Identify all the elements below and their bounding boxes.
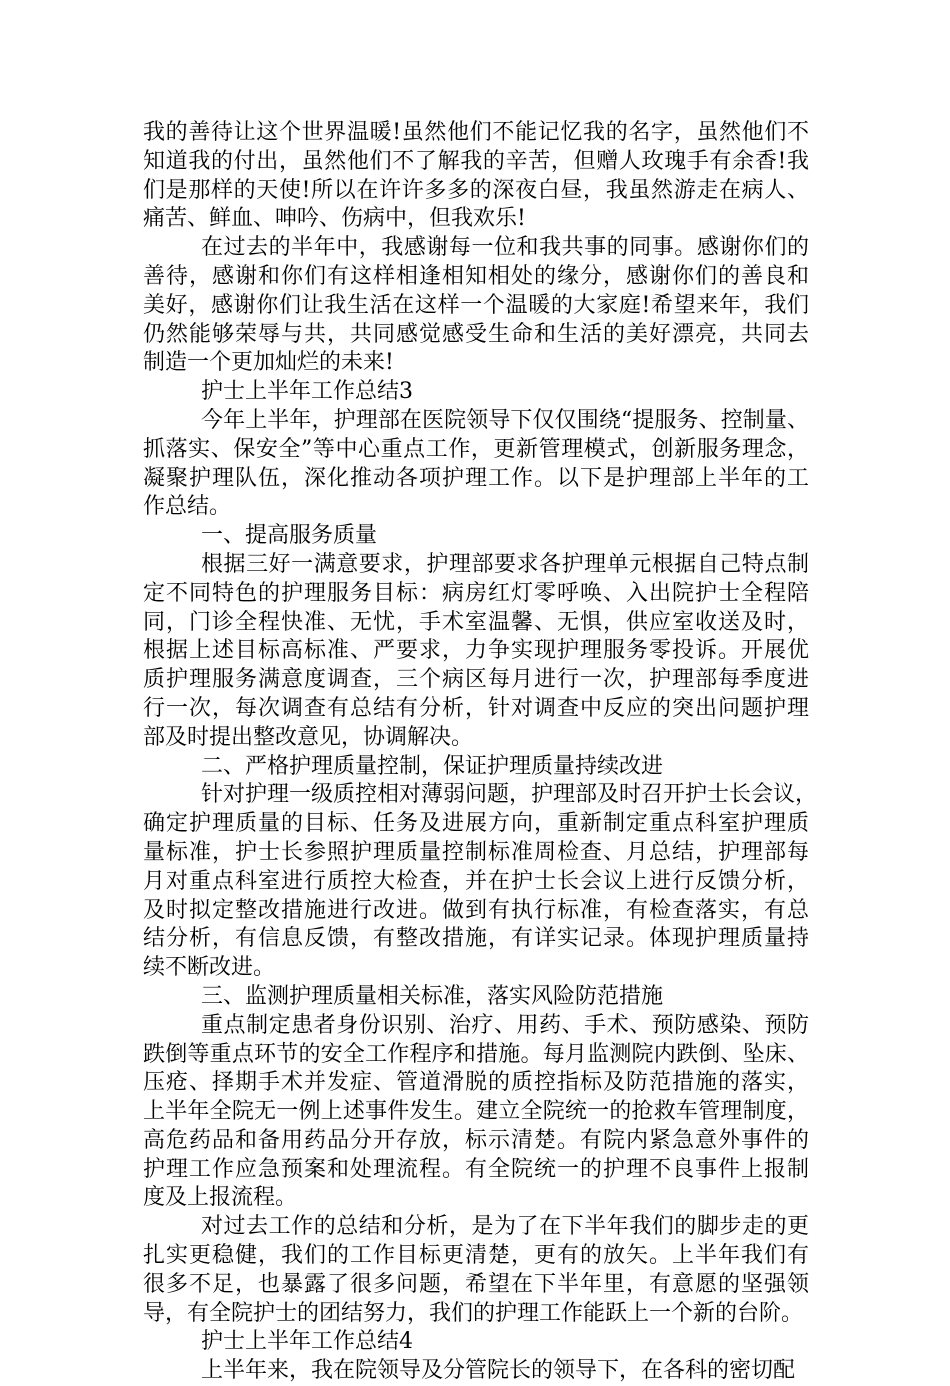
paragraph [143,407,809,522]
text-line: 结分析，有信息反馈，有整改措施，有详实记录。体现护理质量持 [143,926,809,952]
text-line: 抓落实、保安全”等中心重点工作，更新管理模式，创新服务理念， [143,436,809,462]
text-line: 续不断改进。 [143,955,276,981]
text-line: 痛苦、鲜血、呻吟、伤病中，但我欢乐! [143,206,526,232]
document-body [143,119,818,1386]
text-line: 二、严格护理质量控制，保证护理质量持续改进 [201,753,664,779]
text-line: 定不同特色的护理服务目标：病房红灯零呼唤、入出院护士全程陪 [143,580,809,606]
text-line: 们是那样的天使!所以在许许多多的深夜白昼，我虽然游走在病人、 [143,177,809,203]
text-line: 护理工作应急预案和处理流程。有全院统一的护理不良事件上报制 [143,1156,809,1182]
text-line: 作总结。 [143,494,232,520]
text-line: 根据上述目标高标准、严要求，力争实现护理服务零投诉。开展优 [143,638,809,664]
text-line: 同，门诊全程快准、无忧，手术室温馨、无惧，供应室收送及时， [143,609,809,635]
section-heading [143,1328,809,1357]
paragraph [143,781,818,983]
text-line: 扎实更稳健，我们的工作目标更清楚，更有的放矢。上半年我们有 [143,1243,809,1269]
text-line: 制造一个更加灿烂的未来! [143,350,394,376]
text-line: 护士上半年工作总结3 [201,379,413,405]
text-line: 高危药品和备用药品分开存放，标示清楚。有院内紧急意外事件的 [143,1127,809,1153]
paragraph [143,1357,809,1386]
text-line: 部及时提出整改意见，协调解决。 [143,724,474,750]
text-line: 行一次，每次调查有总结有分析，针对调查中反应的突出问题护理 [143,695,809,721]
text-line: 根据三好一满意要求，护理部要求各护理单元根据自己特点制 [201,551,809,577]
text-line: 导，有全院护士的团结努力，我们的护理工作能跃上一个新的台阶。 [143,1300,804,1326]
text-line: 质护理服务满意度调查，三个病区每月进行一次，护理部每季度进 [143,667,809,693]
text-line: 上半年来，我在院领导及分管院长的领导下，在各科的密切配 [201,1358,796,1384]
text-line: 今年上半年，护理部在医院领导下仅仅围绕“提服务、控制量、 [201,407,809,433]
text-line: 知道我的付出，虽然他们不了解我的辛苦，但赠人玫瑰手有余香!我 [143,148,809,174]
text-line: 护士上半年工作总结4 [201,1329,413,1355]
text-line: 美好，感谢你们让我生活在这样一个温暖的大家庭!希望来年，我们 [143,292,809,318]
section-heading [143,983,809,1012]
text-line: 仍然能够荣辱与共，共同感觉感受生命和生活的美好漂亮，共同去 [143,321,809,347]
text-line: 很多不足，也暴露了很多问题，希望在下半年里，有意愿的坚强领 [143,1271,809,1297]
text-line: 三、监测护理质量相关标准，落实风险防范措施 [201,983,664,1009]
text-line: 在过去的半年中，我感谢每一位和我共事的同事。感谢你们的 [201,235,809,261]
paragraph [143,119,809,234]
section-heading [143,522,809,551]
paragraph [143,1213,809,1328]
text-line: 压疮、择期手术并发症、管道滑脱的质控指标及防范措施的落实， [143,1070,809,1096]
text-line: 确定护理质量的目标、任务及进展方向，重新制定重点科室护理质 [143,811,809,837]
paragraph [143,1012,809,1214]
text-line: 重点制定患者身份识别、治疗、用药、手术、预防感染、预防 [201,1012,809,1038]
text-line: 善待，感谢和你们有这样相逢相知相处的缘分，感谢你们的善良和 [143,263,809,289]
text-line: 跌倒等重点环节的安全工作程序和措施。每月监测院内跌倒、坠床、 [143,1041,809,1067]
text-line: 度及上报流程。 [143,1185,298,1211]
text-line: 针对护理一级质控相对薄弱问题，护理部及时召开护士长会议， [201,782,818,808]
text-line: 凝聚护理队伍，深化推动各项护理工作。以下是护理部上半年的工 [143,465,809,491]
text-line: 上半年全院无一例上述事件发生。建立全院统一的抢救车管理制度， [143,1099,809,1125]
text-line: 月对重点科室进行质控大检查，并在护士长会议上进行反馈分析， [143,868,809,894]
paragraph [143,551,809,753]
text-line: 我的善待让这个世界温暖!虽然他们不能记忆我的名字，虽然他们不 [143,120,809,145]
text-line: 量标准，护士长参照护理质量控制标准周检查、月总结，护理部每 [143,839,809,865]
paragraph [143,234,809,378]
text-line: 及时拟定整改措施进行改进。做到有执行标准，有检查落实，有总 [143,897,809,923]
text-line: 一、提高服务质量 [201,523,378,549]
section-heading [143,753,809,782]
section-heading [143,378,809,407]
text-line: 对过去工作的总结和分析，是为了在下半年我们的脚步走的更 [201,1214,809,1240]
